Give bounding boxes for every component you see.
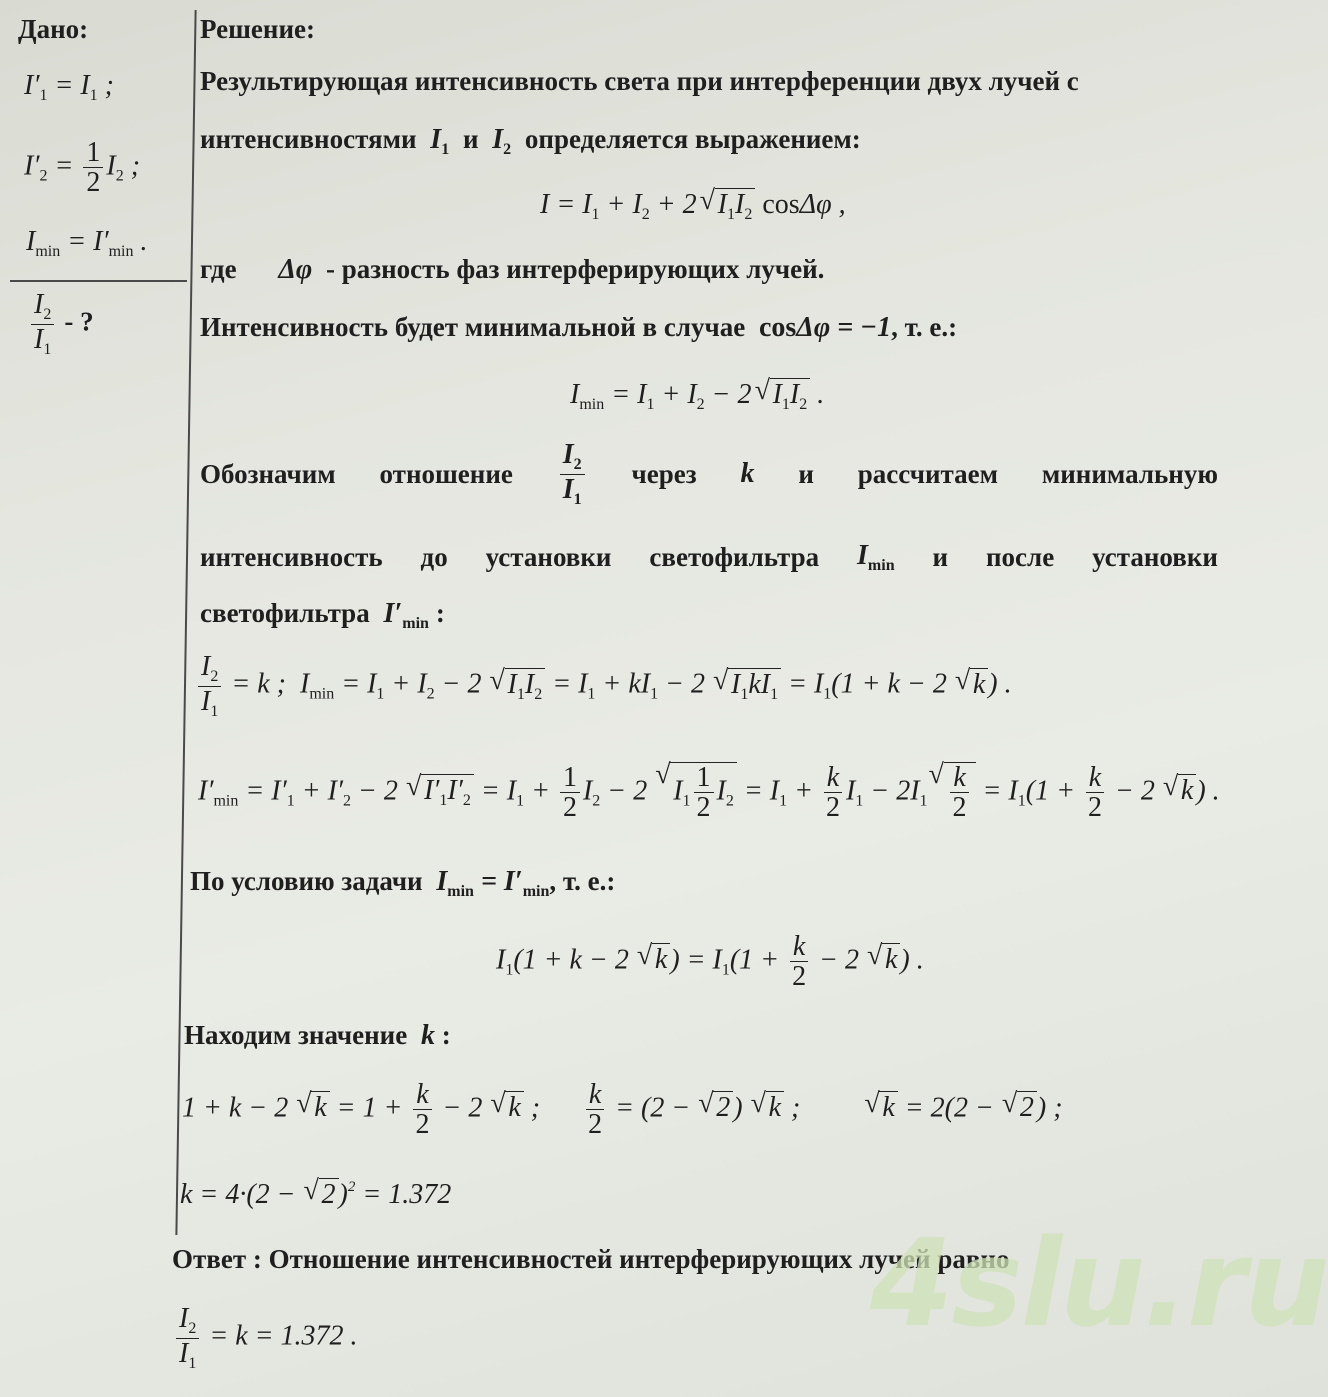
formula-condition: $I_1(1 + k - 2$ √ k ) = $I_1(1$ + $\frac{k}{2}$ − 2 √ k ) . [496, 932, 924, 992]
solution-title: Решение: [200, 14, 315, 44]
solution-paragraph-6: светофильтра $I'_{min}$ : [200, 598, 445, 632]
answer-formula: $\frac{I_2}{I_1}$ = k = 1.372 . [176, 1304, 358, 1373]
find-suffix: - ? [64, 306, 94, 337]
find-ratio: $\frac{I_2}{I_1}$ - ? [28, 290, 94, 359]
solution-paragraph-5: интенсивность до установки светофильтра $I_{min}$ и после установки [200, 540, 1218, 574]
formula-interference: $I = I_1 + I_2 + 2√$ $I_1I_2$ cosΔφ , [540, 188, 846, 224]
answer-text: Ответ : Отношение интенсивностей интерферирующих лучей равно [172, 1244, 1010, 1274]
solution-paragraph-3: Интенсивность будет минимальной в случае cosΔφ = −1, т. е.: [200, 312, 958, 343]
solution-paragraph-1b: интенсивностями $I_1$ и $I_2$ определяется выражением: [200, 124, 861, 158]
formula-solve-k: 1 + k − 2 √ k = 1 + $\frac{k}{2}$ − 2 √ k ; $\frac{k}{2}$ = (2 − √ 2 ) √ k ; √ k = 2(2 − √ 2 ) ; [182, 1080, 1063, 1140]
given-title: Дано: [18, 14, 89, 44]
solution-paragraph-4: Обозначим отношение $\frac{I_2}{I_1}$ через k и рассчитаем минимальную [200, 439, 1218, 508]
given-divider [10, 280, 187, 282]
solution-paragraph-7: По условию задачи $I_{min} = I'_{min}$, т. е.: [190, 866, 616, 900]
solution-paragraph-2: где Δφ - разность фаз интерферирующих лучей. [200, 254, 825, 285]
given-imin: $I_{min} = I'_{min}$ . [26, 226, 148, 260]
formula-imin: $I_{min} = I_1 + I_2 - 2√$ $I_1I_2$ . [570, 378, 824, 414]
formula-k-result: k = 4·(2 − √ 2 )$^2$ = 1.372 [180, 1178, 451, 1211]
formula-imin-prime: $I'_{min} = I'_1 + I'_2 - 2$ √ $I'_1I'_2 = I_1$ + $\frac{1}{2}$ $I_2 - 2$ √ $I_1$ $\frac{1}{2}$ $I_2 = I_1$ + $\frac{k}{2}$ $I_1 - 2I_1$ √ $\frac{k}{2}$ = $I_1(1$ + $\frac{k}{2}$ − 2 √ k ) . [198, 762, 1220, 823]
formula-k-definition: $\frac{I_2}{I_1}$ = k ; $I_{min} = I_1 + I_2 - 2$ √ $I_1I_2 = I_1 + kI_1 - 2$ √ $I_1kI_1 = I_1(1 + k - 2$ √ k ) . [198, 652, 1012, 721]
given-i2: $I'_2$ = $\frac{1}{2}$ $I_2$ ; [24, 137, 141, 199]
solution-paragraph-8: Находим значение k : [184, 1020, 451, 1051]
solution-paragraph-1: Результирующая интенсивность света при интерференции двух лучей с [200, 66, 1079, 96]
given-i1: $I'_1 = I_1$ ; [24, 70, 114, 104]
watermark-logo: 4slu.ru [870, 1215, 1328, 1354]
